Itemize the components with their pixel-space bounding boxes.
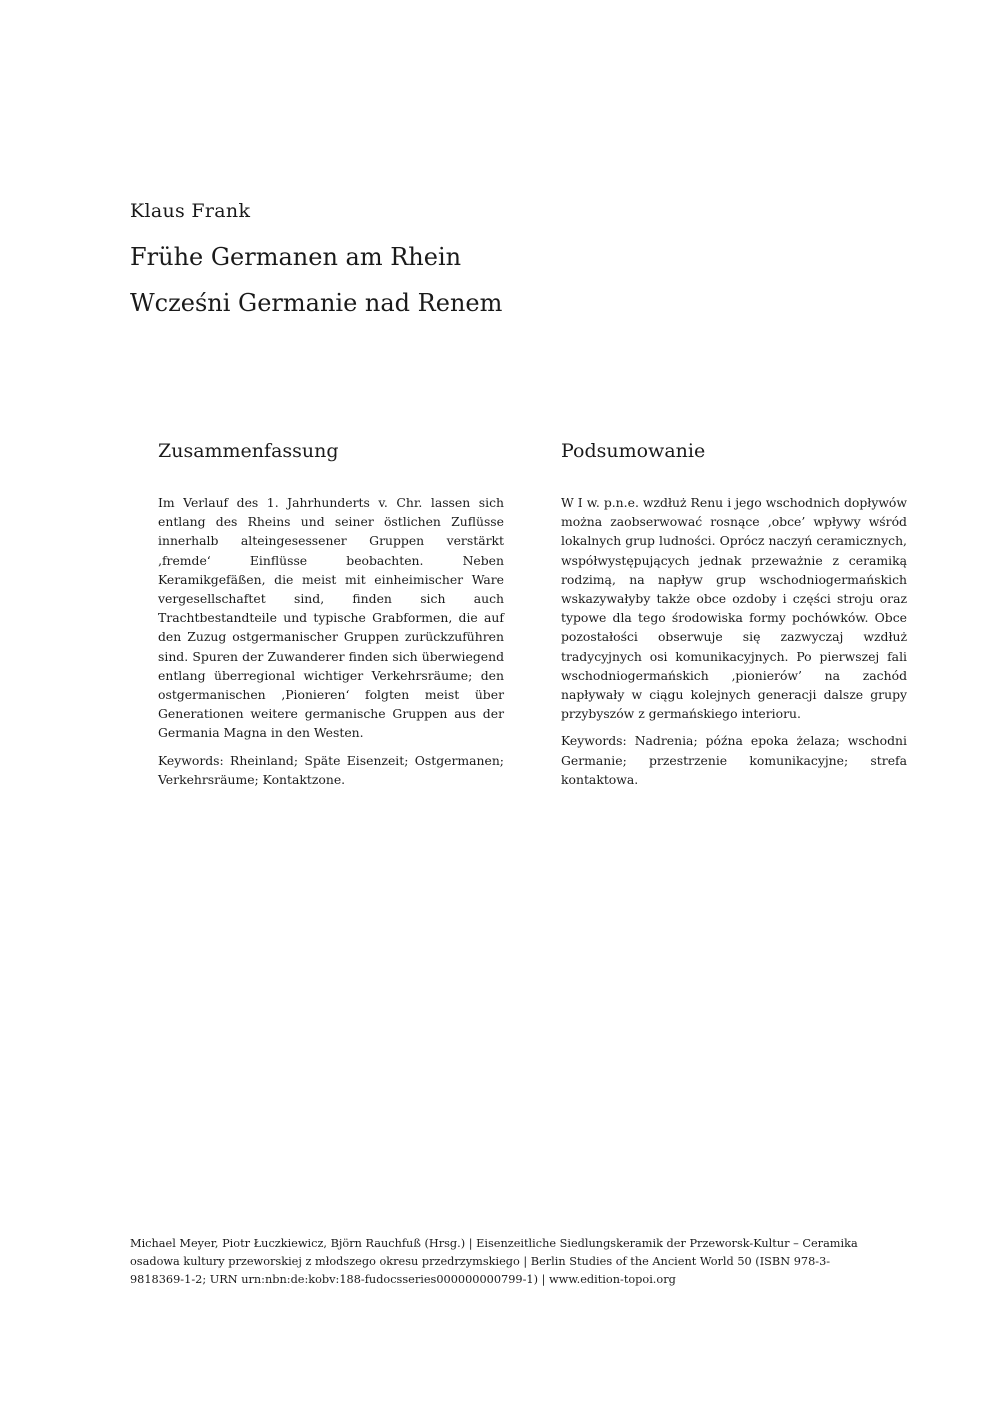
title-german: Frühe Germanen am Rhein <box>130 243 462 271</box>
abstract-german-heading: Zusammenfassung <box>158 440 339 462</box>
citation-footer: Michael Meyer, Piotr Łuczkiewicz, Björn Rauchfuß (Hrsg.) | Eisenzeitliche Siedlungskeramik der Przeworsk-Kultur – Ceramika osadowa kultury przeworskiej z młodszego okresu przedrzymskiego | Berlin Studies of the Ancient World 50 (ISBN 978-3-9818369-1-2; URN urn:nbn:de:kobv:188-fudocsseries000000000799-1) | www.edition-topoi.org <box>130 1237 858 1286</box>
abstract-german <box>158 436 504 797</box>
abstract-german-keywords: Keywords: Rheinland; Späte Eisenzeit; Ostgermanen; Verkehrsräume; Kontaktzone. <box>158 752 504 787</box>
author-name: Klaus Frank <box>130 200 251 222</box>
abstract-polish-heading: Podsumowanie <box>561 440 706 462</box>
abstract-polish-body: W I w. p.n.e. wzdłuż Renu i jego wschodnich dopływów można zaobserwować rosnące ‚obce’ wpływy wśród lokalnych grup ludności. Oprócz naczyń ceramicznych, współwystępujących jednak przeważnie z ceramiką rodzimą, na napływ grup wschodniogermańskich wskazywałyby także obce ozdoby i części stroju oraz typowe dla tego środowiska formy pochówków. Obce pozostałości obserwuje się zazwyczaj wzdłuż tradycyjnych osi komunikacyjnych. Po pierwszej fali wschodniogermańskich ‚pionierów’ na zachód napływały w ciągu kolejnych generacji dalsze grupy przybyszów z germańskiego interioru. <box>561 495 907 722</box>
abstract-polish <box>561 436 907 797</box>
abstract-german-body: Im Verlauf des 1. Jahrhunderts v. Chr. lassen sich entlang des Rheins und seiner östlichen Zuflüsse innerhalb alteingesessener Gruppen verstärkt ‚fremde‘ Einflüsse beobachten. Neben Keramikgefäßen, die meist mit einheimischer Ware vergesellschaftet sind, finden sich auch Trachtbestandteile und typische Grabformen, die auf den Zuzug ostgermanischer Gruppen zurückzuführen sind. Spuren der Zuwanderer finden sich überwiegend entlang überregional wichtiger Verkehrsräume; den ostgermanischen ‚Pionieren‘ folgten meist über Generationen weitere germanische Gruppen aus der Germania Magna in den Westen. <box>158 495 504 741</box>
abstract-polish-keywords: Keywords: Nadrenia; późna epoka żelaza; wschodni Germanie; przestrzenie komunikacyjne; strefa kontaktowa. <box>561 733 907 787</box>
title-polish: Wcześni Germanie nad Renem <box>130 289 503 317</box>
